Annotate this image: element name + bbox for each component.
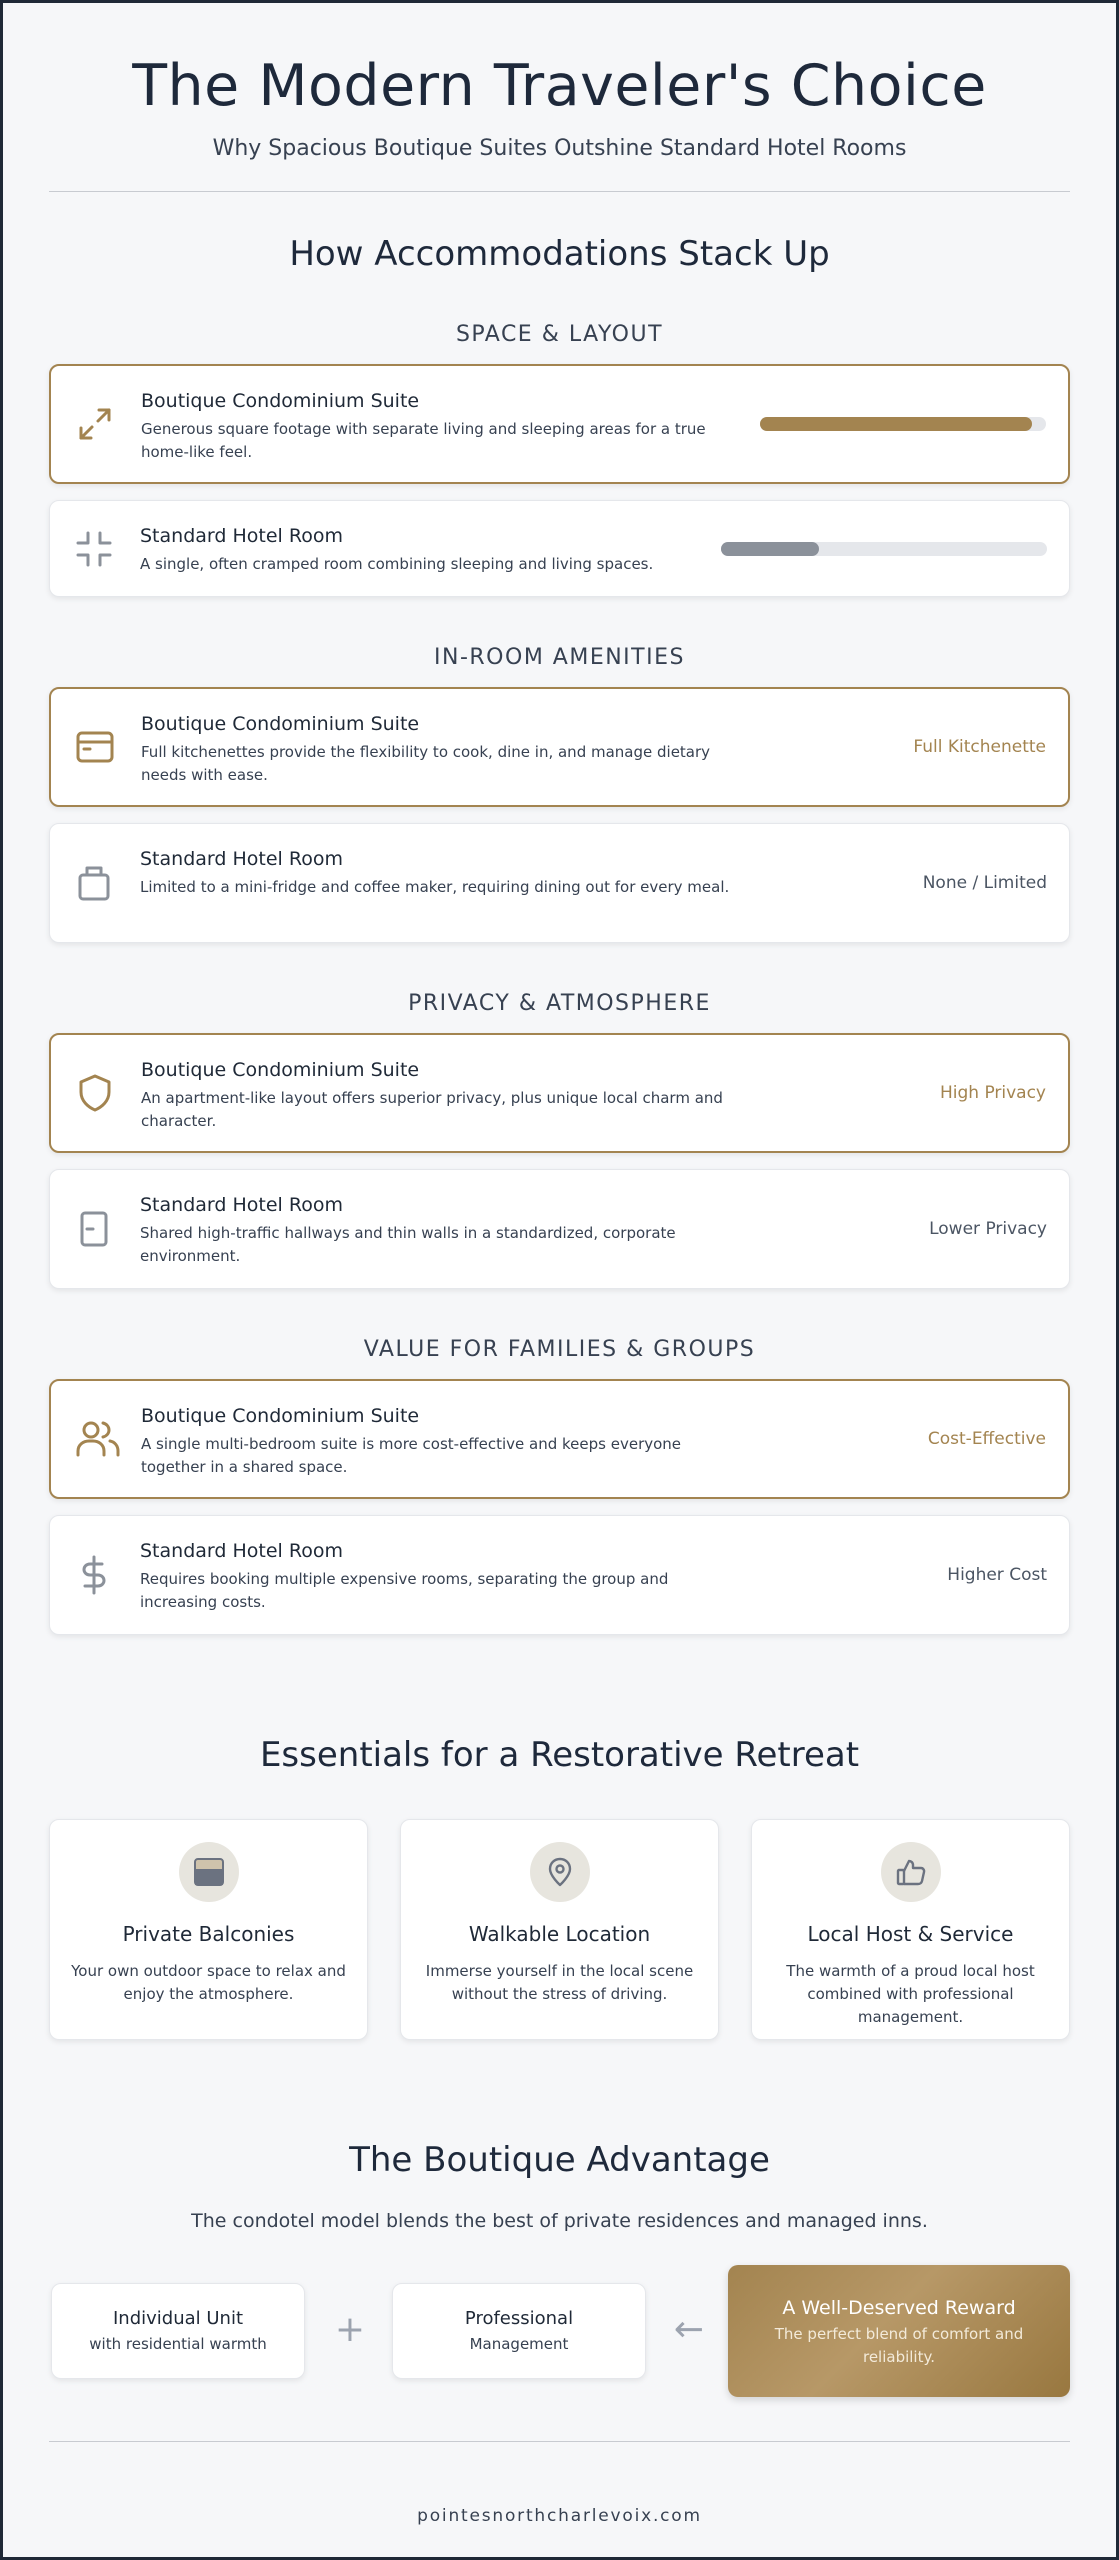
essential-title: Local Host & Service: [807, 1922, 1014, 1946]
comparison-title: How Accommodations Stack Up: [289, 234, 830, 274]
category-title-space: SPACE & LAYOUT: [455, 322, 664, 347]
card-description: Limited to a mini-fridge and coffee maker, requiring dining out for every meal.: [140, 878, 730, 896]
card-title: Boutique Condominium Suite: [141, 1059, 420, 1081]
balcony-icon: [179, 1842, 239, 1902]
standard-card-amenities: [49, 823, 1070, 943]
value-label: Higher Cost: [947, 1565, 1047, 1585]
category-title-value: VALUE FOR FAMILIES & GROUPS: [363, 1337, 756, 1362]
essential-card-host: [751, 1819, 1070, 2040]
advantage-subtitle: The condotel model blends the best of private residences and managed inns.: [191, 2210, 928, 2232]
card-title: Boutique Condominium Suite: [141, 390, 420, 412]
essentials-row: [49, 1819, 1070, 2040]
space-bar-fill: [721, 542, 819, 556]
card-description: A single, often cramped room combining sleeping and living spaces.: [140, 555, 654, 573]
kitchen-icon: [75, 727, 115, 767]
divider: [49, 191, 1070, 192]
plus-icon: +: [334, 2309, 366, 2350]
boutique-card-amenities: [49, 687, 1070, 807]
footer-divider: [49, 2441, 1070, 2442]
boutique-card-privacy: [49, 1033, 1070, 1153]
card-title: Standard Hotel Room: [140, 1540, 343, 1562]
users-icon: [75, 1419, 115, 1459]
card-description: Requires booking multiple expensive rooms, separating the group and increasing costs.: [140, 1570, 669, 1611]
category-title-amenities: IN-ROOM AMENITIES: [434, 645, 685, 670]
individual-unit-box: [51, 2283, 305, 2379]
amenity-value: Full Kitchenette: [913, 737, 1046, 757]
boutique-card-value: [49, 1379, 1070, 1499]
box-subtitle: with residential warmth: [89, 2335, 267, 2353]
essential-card-balconies: [49, 1819, 368, 2040]
expand-icon: [75, 404, 115, 444]
standard-card-value: [49, 1515, 1070, 1635]
content: [49, 3, 1070, 2526]
footer-link[interactable]: pointesnorthcharlevoix.com: [417, 2506, 702, 2526]
card-title: Standard Hotel Room: [140, 1194, 343, 1216]
privacy-value: Lower Privacy: [929, 1219, 1047, 1239]
map-pin-icon: [530, 1842, 590, 1902]
space-bar-boutique: [760, 417, 1046, 431]
card-title: Boutique Condominium Suite: [141, 713, 420, 735]
mini-fridge-icon: [74, 863, 114, 903]
shield-icon: [75, 1073, 115, 1113]
reward-subtitle: The perfect blend of comfort and reliability.: [774, 2325, 1024, 2366]
shrink-icon: [74, 529, 114, 569]
space-bar-fill: [760, 417, 1032, 431]
essential-desc: The warmth of a proud local host combined with professional management.: [786, 1962, 1035, 2026]
standard-card-privacy: [49, 1169, 1070, 1289]
reward-title: A Well-Deserved Reward: [782, 2297, 1016, 2319]
essential-desc: Your own outdoor space to relax and enjoy the atmosphere.: [71, 1962, 346, 2003]
professional-management-box: [392, 2283, 646, 2379]
card-description: An apartment-like layout offers superior privacy, plus unique local charm and character.: [141, 1089, 723, 1130]
advantage-equation: [49, 2265, 1070, 2397]
card-title: Standard Hotel Room: [140, 525, 343, 547]
box-subtitle: Management: [469, 2335, 569, 2353]
space-bar-standard: [721, 542, 1047, 556]
box-title: Professional: [464, 2308, 574, 2329]
card-title: Standard Hotel Room: [140, 848, 343, 870]
page-title: The Modern Traveler's Choice: [132, 53, 987, 119]
value-label: Cost-Effective: [927, 1429, 1046, 1449]
card-description: Full kitchenettes provide the flexibility to cook, dine in, and manage dietary needs with ease.: [141, 743, 711, 784]
card-title: Boutique Condominium Suite: [141, 1405, 420, 1427]
box-title: Individual Unit: [112, 2308, 244, 2329]
dollar-icon: [74, 1555, 114, 1595]
door-icon: [74, 1209, 114, 1249]
reward-box: [728, 2265, 1070, 2397]
essential-title: Walkable Location: [468, 1922, 651, 1946]
boutique-card-space: [49, 364, 1070, 484]
thumbs-up-icon: [881, 1842, 941, 1902]
essentials-title: Essentials for a Restorative Retreat: [259, 1735, 860, 1775]
card-description: Shared high-traffic hallways and thin walls in a standardized, corporate environment.: [140, 1224, 676, 1265]
advantage-title: The Boutique Advantage: [349, 2140, 770, 2180]
essential-desc: Immerse yourself in the local scene without the stress of driving.: [425, 1962, 694, 2003]
privacy-value: High Privacy: [939, 1083, 1046, 1103]
category-title-privacy: PRIVACY & ATMOSPHERE: [408, 991, 711, 1016]
essential-card-location: [400, 1819, 719, 2040]
essential-title: Private Balconies: [122, 1922, 295, 1946]
card-description: A single multi-bedroom suite is more cost-effective and keeps everyone together in a shared space.: [141, 1435, 682, 1476]
page: [3, 3, 1116, 2557]
arrow-left-icon: ←: [673, 2309, 705, 2350]
card-description: Generous square footage with separate living and sleeping areas for a true home-like feel.: [141, 420, 706, 461]
amenity-value: None / Limited: [922, 873, 1047, 893]
standard-card-space: [49, 500, 1070, 597]
page-subtitle: Why Spacious Boutique Suites Outshine Standard Hotel Rooms: [212, 136, 907, 161]
